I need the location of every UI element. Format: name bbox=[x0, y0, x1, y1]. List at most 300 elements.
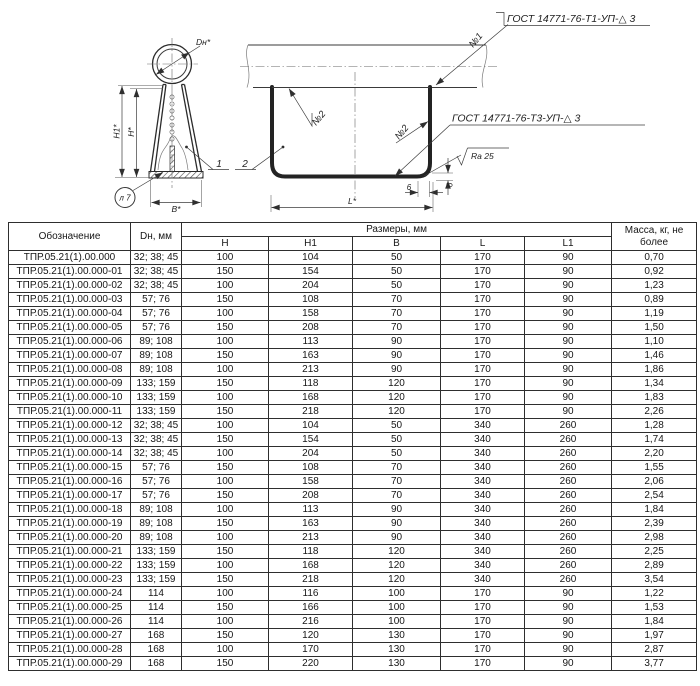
table-cell: 340 bbox=[441, 559, 525, 573]
table-cell: 70 bbox=[353, 307, 441, 321]
table-cell: 3,54 bbox=[612, 573, 697, 587]
table-cell: 220 bbox=[269, 657, 353, 671]
table-cell: 150 bbox=[182, 545, 269, 559]
table-cell: 340 bbox=[441, 447, 525, 461]
weld-n2-right-label: №2 bbox=[392, 122, 412, 142]
table-cell: 32; 38; 45 bbox=[131, 279, 182, 293]
table-cell: 340 bbox=[441, 517, 525, 531]
table-cell: 260 bbox=[525, 419, 612, 433]
table-cell: 170 bbox=[441, 377, 525, 391]
table-cell: 130 bbox=[353, 657, 441, 671]
table-row bbox=[9, 657, 697, 671]
table-cell: 50 bbox=[353, 419, 441, 433]
table-cell: ТПР.05.21(1).00.000-17 bbox=[9, 489, 131, 503]
table-cell: 50 bbox=[353, 265, 441, 279]
table-cell: 50 bbox=[353, 279, 441, 293]
table-cell: 100 bbox=[182, 419, 269, 433]
table-row bbox=[9, 447, 697, 461]
table-cell: 133; 159 bbox=[131, 545, 182, 559]
table-cell: 260 bbox=[525, 545, 612, 559]
table-cell: 89; 108 bbox=[131, 349, 182, 363]
table-cell: 168 bbox=[269, 559, 353, 573]
table-cell: 100 bbox=[182, 307, 269, 321]
table-cell: 114 bbox=[131, 615, 182, 629]
table-cell: ТПР.05.21(1).00.000-09 bbox=[9, 377, 131, 391]
table-cell: 90 bbox=[525, 657, 612, 671]
table-cell: ТПР.05.21(1).00.000-26 bbox=[9, 615, 131, 629]
table-cell: ТПР.05.21(1).00.000-20 bbox=[9, 531, 131, 545]
table-row bbox=[9, 517, 697, 531]
header-col-h1: H1 bbox=[269, 237, 353, 251]
table-row bbox=[9, 363, 697, 377]
table-row bbox=[9, 265, 697, 279]
dim-label-6h: 6 bbox=[406, 183, 412, 192]
table-cell: 130 bbox=[353, 629, 441, 643]
header-dn: Dн, мм bbox=[131, 223, 182, 251]
table-cell: ТПР.05.21(1).00.000-24 bbox=[9, 587, 131, 601]
table-cell: 90 bbox=[525, 587, 612, 601]
table-cell: 170 bbox=[269, 643, 353, 657]
table-row bbox=[9, 433, 697, 447]
table-cell: 100 bbox=[182, 335, 269, 349]
table-cell: ТПР.05.21(1).00.000-11 bbox=[9, 405, 131, 419]
table-cell: 114 bbox=[131, 601, 182, 615]
table-cell: 170 bbox=[441, 265, 525, 279]
header-designation: Обозначение bbox=[9, 223, 131, 251]
table-cell: 118 bbox=[269, 377, 353, 391]
table-cell: 100 bbox=[353, 587, 441, 601]
table-row bbox=[9, 475, 697, 489]
table-cell: ТПР.05.21(1).00.000-25 bbox=[9, 601, 131, 615]
table-cell: 1,10 bbox=[612, 335, 697, 349]
table-cell: 150 bbox=[182, 517, 269, 531]
dim-label-h: H* bbox=[126, 127, 136, 137]
table-cell: 70 bbox=[353, 475, 441, 489]
table-cell: 133; 159 bbox=[131, 559, 182, 573]
table-cell: 32; 38; 45 bbox=[131, 419, 182, 433]
table-cell: 32; 38; 45 bbox=[131, 433, 182, 447]
table-row bbox=[9, 615, 697, 629]
table-cell: 168 bbox=[131, 643, 182, 657]
table-cell: 340 bbox=[441, 503, 525, 517]
table-cell: 89; 108 bbox=[131, 503, 182, 517]
table-cell: 100 bbox=[182, 503, 269, 517]
dim-label-h1: H1* bbox=[111, 124, 122, 139]
table-cell: 150 bbox=[182, 433, 269, 447]
table-cell: 154 bbox=[269, 433, 353, 447]
table-cell: ТПР.05.21(1).00.000-18 bbox=[9, 503, 131, 517]
table-cell: 133; 159 bbox=[131, 573, 182, 587]
table-cell: 0,89 bbox=[612, 293, 697, 307]
table-cell: 89; 108 bbox=[131, 363, 182, 377]
table-cell: 90 bbox=[353, 531, 441, 545]
table-cell: 208 bbox=[269, 321, 353, 335]
table-cell: 90 bbox=[525, 391, 612, 405]
dim-label-6v: 6 bbox=[445, 182, 455, 188]
table-cell: 340 bbox=[441, 433, 525, 447]
table-cell: 150 bbox=[182, 265, 269, 279]
dimension-6-vertical bbox=[432, 158, 455, 195]
table-cell: ТПР.05.21(1).00.000-23 bbox=[9, 573, 131, 587]
table-cell: ТПР.05.21(1).00.000 bbox=[9, 251, 131, 265]
table-cell: 340 bbox=[441, 489, 525, 503]
table-cell: 90 bbox=[525, 321, 612, 335]
header-col-b: B bbox=[353, 237, 441, 251]
table-cell: 1,50 bbox=[612, 321, 697, 335]
table-cell: 260 bbox=[525, 503, 612, 517]
table-cell: 90 bbox=[353, 517, 441, 531]
table-cell: 150 bbox=[182, 377, 269, 391]
table-row bbox=[9, 545, 697, 559]
table-cell: 150 bbox=[182, 657, 269, 671]
table-cell: 0,92 bbox=[612, 265, 697, 279]
table-cell: 57; 76 bbox=[131, 307, 182, 321]
right-view-bracket bbox=[240, 13, 650, 213]
table-cell: 168 bbox=[131, 657, 182, 671]
table-cell: ТПР.05.21(1).00.000-27 bbox=[9, 629, 131, 643]
table-cell: 2,06 bbox=[612, 475, 697, 489]
table-cell: 150 bbox=[182, 293, 269, 307]
table-cell: 133; 159 bbox=[131, 405, 182, 419]
support-walls bbox=[151, 85, 202, 172]
table-cell: ТПР.05.21(1).00.000-28 bbox=[9, 643, 131, 657]
table-cell: 133; 159 bbox=[131, 391, 182, 405]
table-cell: 120 bbox=[353, 559, 441, 573]
dim-label-b: B* bbox=[171, 204, 181, 214]
table-cell: 163 bbox=[269, 517, 353, 531]
table-row bbox=[9, 405, 697, 419]
table-cell: 120 bbox=[353, 377, 441, 391]
table-cell: 100 bbox=[353, 615, 441, 629]
table-cell: 340 bbox=[441, 475, 525, 489]
table-cell: 170 bbox=[441, 321, 525, 335]
table-row bbox=[9, 489, 697, 503]
header-col-h: H bbox=[182, 237, 269, 251]
pos2-label: 2 bbox=[242, 159, 248, 170]
table-cell: 1,22 bbox=[612, 587, 697, 601]
table-cell: 2,98 bbox=[612, 531, 697, 545]
table-cell: 208 bbox=[269, 489, 353, 503]
table-cell: 90 bbox=[525, 601, 612, 615]
table-row bbox=[9, 335, 697, 349]
table-cell: 218 bbox=[269, 573, 353, 587]
table-row bbox=[9, 349, 697, 363]
table-cell: 100 bbox=[182, 391, 269, 405]
table-row bbox=[9, 643, 697, 657]
table-cell: 340 bbox=[441, 531, 525, 545]
position-callout-1 bbox=[185, 146, 229, 170]
table-row bbox=[9, 573, 697, 587]
table-cell: 90 bbox=[525, 629, 612, 643]
table-cell: 90 bbox=[525, 405, 612, 419]
table-cell: 100 bbox=[182, 615, 269, 629]
table-cell: 170 bbox=[441, 391, 525, 405]
table-cell: 70 bbox=[353, 321, 441, 335]
weld-n2-left-label: №2 bbox=[309, 108, 329, 128]
table-row bbox=[9, 503, 697, 517]
table-row bbox=[9, 321, 697, 335]
table-cell: 204 bbox=[269, 447, 353, 461]
table-cell: 340 bbox=[441, 461, 525, 475]
table-cell: 89; 108 bbox=[131, 531, 182, 545]
dim-label-l: L* bbox=[347, 196, 357, 206]
table-row bbox=[9, 293, 697, 307]
table-cell: 1,23 bbox=[612, 279, 697, 293]
table-cell: 108 bbox=[269, 461, 353, 475]
table-cell: 2,39 bbox=[612, 517, 697, 531]
table-cell: 340 bbox=[441, 545, 525, 559]
table-cell: 2,89 bbox=[612, 559, 697, 573]
table-cell: 150 bbox=[182, 573, 269, 587]
table-cell: 70 bbox=[353, 489, 441, 503]
table-cell: 50 bbox=[353, 433, 441, 447]
table-cell: 1,84 bbox=[612, 503, 697, 517]
header-sizes-group: Размеры, мм bbox=[182, 223, 612, 237]
table-cell: 260 bbox=[525, 447, 612, 461]
table-cell: 170 bbox=[441, 601, 525, 615]
table-cell: ТПР.05.21(1).00.000-19 bbox=[9, 517, 131, 531]
specification-table bbox=[8, 222, 697, 671]
table-cell: ТПР.05.21(1).00.000-01 bbox=[9, 265, 131, 279]
table-cell: 118 bbox=[269, 545, 353, 559]
table-cell: 3,77 bbox=[612, 657, 697, 671]
table-cell: 163 bbox=[269, 349, 353, 363]
header-col-l: L bbox=[441, 237, 525, 251]
table-cell: 260 bbox=[525, 531, 612, 545]
dim-label-dn: Dн* bbox=[196, 37, 211, 47]
table-cell: 32; 38; 45 bbox=[131, 251, 182, 265]
table-row bbox=[9, 391, 697, 405]
table-cell: 150 bbox=[182, 489, 269, 503]
table-cell: 154 bbox=[269, 265, 353, 279]
table-cell: 170 bbox=[441, 307, 525, 321]
table-cell: 89; 108 bbox=[131, 517, 182, 531]
table-cell: ТПР.05.21(1).00.000-12 bbox=[9, 419, 131, 433]
table-cell: 90 bbox=[353, 503, 441, 517]
weld-chain bbox=[170, 95, 174, 141]
table-row bbox=[9, 279, 697, 293]
table-cell: 2,20 bbox=[612, 447, 697, 461]
table-cell: 1,84 bbox=[612, 615, 697, 629]
table-row bbox=[9, 587, 697, 601]
table-cell: 150 bbox=[182, 601, 269, 615]
table-cell: 260 bbox=[525, 475, 612, 489]
table-cell: 150 bbox=[182, 349, 269, 363]
table-cell: 100 bbox=[182, 643, 269, 657]
table-cell: 170 bbox=[441, 615, 525, 629]
table-cell: ТПР.05.21(1).00.000-02 bbox=[9, 279, 131, 293]
table-cell: 90 bbox=[353, 335, 441, 349]
gost-t1-label: ГОСТ 14771-76-Т1-УП-△ 3 bbox=[507, 13, 636, 25]
weld-n1-label: №1 bbox=[466, 30, 486, 50]
table-cell: 113 bbox=[269, 335, 353, 349]
table-cell: 70 bbox=[353, 293, 441, 307]
table-header bbox=[9, 223, 697, 251]
table-cell: 100 bbox=[182, 363, 269, 377]
table-row bbox=[9, 559, 697, 573]
dimension-h bbox=[126, 89, 163, 178]
table-cell: 260 bbox=[525, 461, 612, 475]
weld-callout-n2-left bbox=[289, 89, 329, 128]
table-row bbox=[9, 251, 697, 265]
table-cell: 260 bbox=[525, 559, 612, 573]
table-cell: 89; 108 bbox=[131, 335, 182, 349]
table-cell: 158 bbox=[269, 307, 353, 321]
table-cell: 70 bbox=[353, 461, 441, 475]
pos1-label: 1 bbox=[216, 159, 222, 170]
weld-callout-t1 bbox=[436, 13, 650, 86]
table-cell: 170 bbox=[441, 335, 525, 349]
table-cell: 168 bbox=[131, 629, 182, 643]
table-cell: 57; 76 bbox=[131, 293, 182, 307]
table-cell: 204 bbox=[269, 279, 353, 293]
sheet-ref-label: л 7 bbox=[119, 193, 131, 203]
table-cell: 50 bbox=[353, 447, 441, 461]
table-cell: ТПР.05.21(1).00.000-04 bbox=[9, 307, 131, 321]
table-cell: 100 bbox=[182, 447, 269, 461]
header-mass: Масса, кг, не более bbox=[612, 223, 697, 251]
table-body bbox=[9, 251, 697, 671]
technical-drawing bbox=[0, 0, 700, 222]
table-cell: 57; 76 bbox=[131, 461, 182, 475]
table-cell: 120 bbox=[353, 573, 441, 587]
table-row bbox=[9, 601, 697, 615]
table-row bbox=[9, 461, 697, 475]
table-cell: ТПР.05.21(1).00.000-22 bbox=[9, 559, 131, 573]
table-cell: ТПР.05.21(1).00.000-14 bbox=[9, 447, 131, 461]
table-cell: 100 bbox=[182, 475, 269, 489]
table-cell: 120 bbox=[353, 405, 441, 419]
table-cell: 1,74 bbox=[612, 433, 697, 447]
ra-label: Ra 25 bbox=[471, 151, 494, 161]
table-cell: ТПР.05.21(1).00.000-29 bbox=[9, 657, 131, 671]
table-cell: 150 bbox=[182, 405, 269, 419]
table-cell: ТПР.05.21(1).00.000-15 bbox=[9, 461, 131, 475]
table-row bbox=[9, 419, 697, 433]
table-cell: 0,70 bbox=[612, 251, 697, 265]
table-cell: 114 bbox=[131, 587, 182, 601]
table-cell: ТПР.05.21(1).00.000-07 bbox=[9, 349, 131, 363]
table-cell: 90 bbox=[525, 643, 612, 657]
table-cell: 218 bbox=[269, 405, 353, 419]
table-cell: 150 bbox=[182, 321, 269, 335]
table-cell: 170 bbox=[441, 293, 525, 307]
table-cell: 170 bbox=[441, 657, 525, 671]
table-cell: 170 bbox=[441, 629, 525, 643]
table-cell: 1,53 bbox=[612, 601, 697, 615]
table-cell: 168 bbox=[269, 391, 353, 405]
table-cell: 1,28 bbox=[612, 419, 697, 433]
table-cell: 260 bbox=[525, 433, 612, 447]
table-cell: 32; 38; 45 bbox=[131, 265, 182, 279]
table-cell: 90 bbox=[525, 307, 612, 321]
table-cell: 90 bbox=[525, 335, 612, 349]
table-cell: 170 bbox=[441, 363, 525, 377]
table-cell: 100 bbox=[182, 251, 269, 265]
table-cell: 213 bbox=[269, 531, 353, 545]
table-cell: ТПР.05.21(1).00.000-16 bbox=[9, 475, 131, 489]
dimension-dn bbox=[156, 37, 211, 75]
table-row bbox=[9, 531, 697, 545]
table-cell: 90 bbox=[525, 293, 612, 307]
table-cell: 133; 159 bbox=[131, 377, 182, 391]
roughness-callout bbox=[424, 148, 509, 176]
left-view-support-section bbox=[112, 37, 285, 214]
table-cell: 90 bbox=[353, 363, 441, 377]
table-cell: 130 bbox=[353, 643, 441, 657]
table-cell: 170 bbox=[441, 349, 525, 363]
table-cell: 260 bbox=[525, 489, 612, 503]
table-cell: 120 bbox=[269, 629, 353, 643]
table-cell: ТПР.05.21(1).00.000-10 bbox=[9, 391, 131, 405]
table-cell: 100 bbox=[353, 601, 441, 615]
table-cell: 2,25 bbox=[612, 545, 697, 559]
table-cell: 158 bbox=[269, 475, 353, 489]
table-cell: 90 bbox=[525, 377, 612, 391]
table-cell: 216 bbox=[269, 615, 353, 629]
table-cell: 1,19 bbox=[612, 307, 697, 321]
table-cell: 170 bbox=[441, 251, 525, 265]
table-cell: 100 bbox=[182, 587, 269, 601]
table-cell: 1,46 bbox=[612, 349, 697, 363]
table-cell: 90 bbox=[525, 251, 612, 265]
table-cell: 1,86 bbox=[612, 363, 697, 377]
table-cell: 170 bbox=[441, 279, 525, 293]
table-cell: 170 bbox=[441, 587, 525, 601]
table-cell: 166 bbox=[269, 601, 353, 615]
table-cell: 1,34 bbox=[612, 377, 697, 391]
table-cell: 120 bbox=[353, 545, 441, 559]
table-row bbox=[9, 377, 697, 391]
table-cell: 1,55 bbox=[612, 461, 697, 475]
table-cell: 57; 76 bbox=[131, 489, 182, 503]
table-cell: 108 bbox=[269, 293, 353, 307]
table-cell: 57; 76 bbox=[131, 321, 182, 335]
dimension-6-horizontal bbox=[405, 181, 443, 197]
table-cell: 116 bbox=[269, 587, 353, 601]
table-cell: 104 bbox=[269, 251, 353, 265]
table-cell: 2,26 bbox=[612, 405, 697, 419]
table-cell: 213 bbox=[269, 363, 353, 377]
table-cell: 90 bbox=[525, 349, 612, 363]
table-row bbox=[9, 629, 697, 643]
header-col-l1: L1 bbox=[525, 237, 612, 251]
table-cell: 100 bbox=[182, 559, 269, 573]
table-cell: 90 bbox=[353, 349, 441, 363]
table-cell: 1,83 bbox=[612, 391, 697, 405]
table-cell: ТПР.05.21(1).00.000-08 bbox=[9, 363, 131, 377]
table-cell: 32; 38; 45 bbox=[131, 447, 182, 461]
table-cell: ТПР.05.21(1).00.000-06 bbox=[9, 335, 131, 349]
table-cell: 170 bbox=[441, 405, 525, 419]
table-cell: 340 bbox=[441, 573, 525, 587]
table-cell: 90 bbox=[525, 265, 612, 279]
table-cell: ТПР.05.21(1).00.000-13 bbox=[9, 433, 131, 447]
table-cell: 150 bbox=[182, 461, 269, 475]
table-cell: ТПР.05.21(1).00.000-03 bbox=[9, 293, 131, 307]
gost-t3-label: ГОСТ 14771-76-Т3-УП-△ 3 bbox=[452, 112, 581, 125]
table-cell: 150 bbox=[182, 629, 269, 643]
position-callout-2 bbox=[235, 146, 284, 170]
table-cell: 90 bbox=[525, 615, 612, 629]
dimension-b bbox=[151, 180, 202, 214]
table-cell: 100 bbox=[182, 531, 269, 545]
table-row bbox=[9, 307, 697, 321]
base-plate bbox=[149, 172, 203, 179]
table-cell: 170 bbox=[441, 643, 525, 657]
table-cell: ТПР.05.21(1).00.000-21 bbox=[9, 545, 131, 559]
table-cell: 2,87 bbox=[612, 643, 697, 657]
